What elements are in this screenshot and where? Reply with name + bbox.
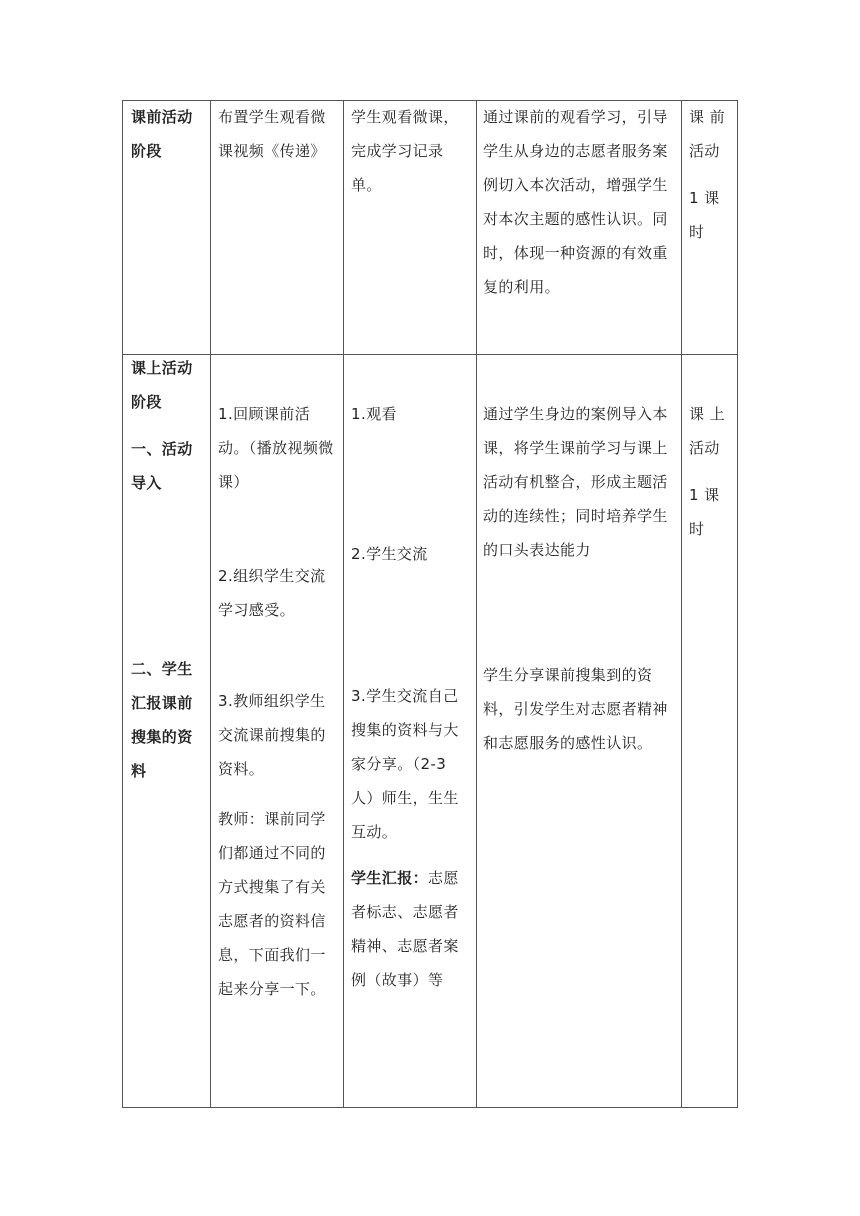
- design-intent-pre-class: 通过课前的观看学习，引导学生从身边的志愿者服务案例切入本次活动，增强学生对本次主题的感性认识。同时，体现一种资源的有效重复的利用。: [483, 108, 668, 296]
- column-divider: [343, 100, 344, 1108]
- table-border-right: [737, 100, 738, 1108]
- table-border-bottom: [122, 1107, 738, 1108]
- time-hours-pre-class: 1 课时: [689, 189, 720, 241]
- teacher-script: 教师：课前同学们都通过不同的方式搜集了有关志愿者的资料信息，下面我们一起来分享一下。: [218, 810, 326, 998]
- student-activity-share: 3.学生交流自己搜集的资料与大家分享。（2-3人）师生，生生互动。: [351, 687, 459, 841]
- row-divider: [122, 354, 738, 355]
- step-activity-intro: 一、活动导入: [131, 440, 193, 492]
- table-border-left: [122, 100, 123, 1108]
- student-report-text: 志愿者标志、志愿者精神、志愿者案例（故事）等: [351, 869, 459, 989]
- column-divider: [681, 100, 682, 1108]
- column-divider: [210, 100, 211, 1108]
- design-intent-report: 学生分享课前搜集到的资料，引发学生对志愿者精神和志愿服务的感性认识。: [483, 666, 668, 752]
- student-activity-pre-class: 学生观看微课，完成学习记录单。: [351, 108, 459, 194]
- time-hours-in-class: 1 课时: [689, 486, 720, 538]
- student-report: [351, 861, 469, 997]
- stage-in-class: 课上活动阶段: [131, 359, 193, 411]
- time-type-in-class: 课 上活动: [689, 405, 725, 457]
- teacher-activity-pre-class: 布置学生观看微课视频《传递》: [218, 108, 326, 160]
- stage-pre-class: 课前活动阶段: [131, 108, 193, 160]
- step-student-report: 二、学生汇报课前搜集的资料: [131, 660, 193, 780]
- time-type-pre-class: 课 前活动: [689, 108, 725, 160]
- teacher-activity-exchange: 2.组织学生交流学习感受。: [218, 567, 326, 619]
- student-activity-discuss: 2.学生交流: [351, 545, 428, 563]
- student-report-label: 学生汇报：: [351, 869, 429, 887]
- design-intent-intro: 通过学生身边的案例导入本课，将学生课前学习与课上活动有机整合，形成主题活动的连续性；同时培养学生的口头表达能力: [483, 405, 668, 559]
- student-activity-watch: 1.观看: [351, 405, 397, 423]
- column-divider: [476, 100, 477, 1108]
- teacher-activity-review: 1.回顾课前活动。（播放视频微课）: [218, 405, 334, 491]
- teacher-activity-share: 3.教师组织学生交流课前搜集的资料。: [218, 692, 326, 778]
